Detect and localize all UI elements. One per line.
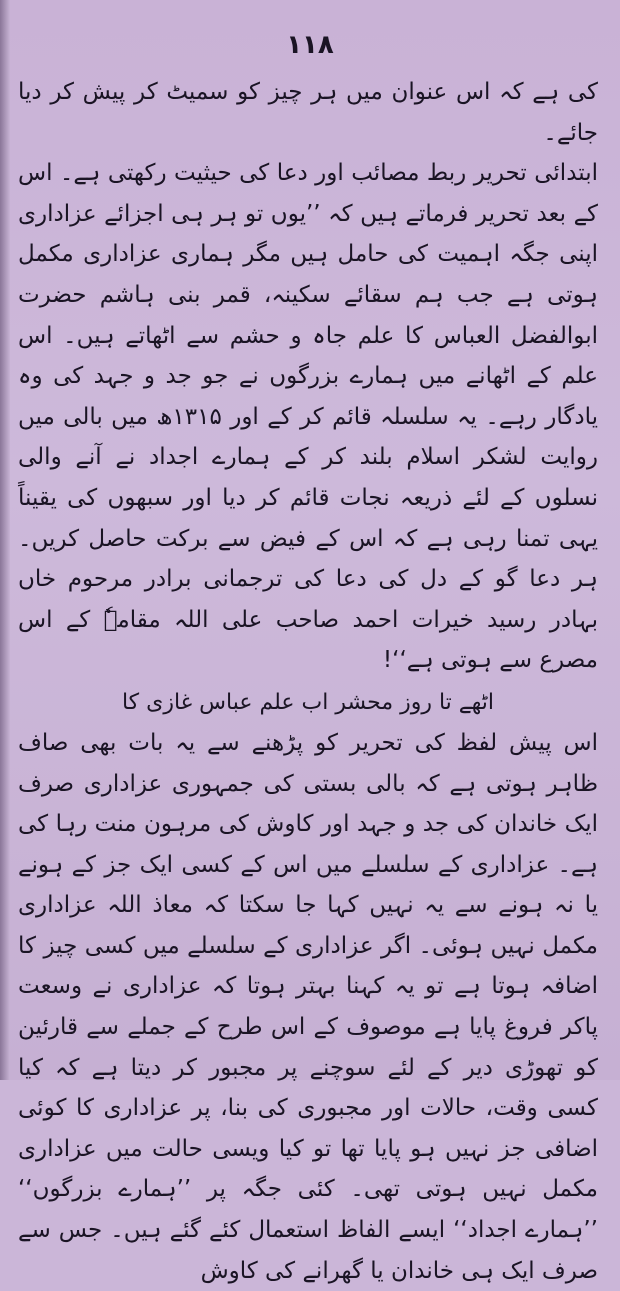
- verse-line: اٹھے تا روز محشر اب علم عباس غازی کا: [121, 689, 495, 715]
- paragraph: کی ہے کہ اس عنوان میں ہر چیز کو سمیٹ کر پیش کر دیا جائے۔: [18, 79, 598, 146]
- page-body-text: [18, 72, 598, 1291]
- paragraph: اس پیش لفظ کی تحریر کو پڑھنے سے یہ بات بھی صاف ظاہر ہوتی ہے کہ بالی بستی کی جمہوری عزاداری صرف ایک خاندان کی جد و جہد اور کاوش کی مرہون منت رہا کی ہے۔ عزاداری کے سلسلے میں اس کے کسی ایک جز کے ہونے یا نہ ہونے سے یہ نہیں کہا جا سکتا کہ معاذ اللہ عزاداری مکمل نہیں ہوئی۔ اگر عزاداری کے سلسلے میں کسی چیز کا اضافہ ہوتا ہے تو یہ کہنا بہتر ہوتا کہ عزاداری نے وسعت پاکر فروغ پایا ہے موصوف کے اس طرح کے جملے سے قارئین کو تھوڑی دیر کے لئے سوچنے پر مجبور کر دیتا ہے کہ کیا کسی وقت، حالات اور مجبوری کی بنا، پر عزاداری کا کوئی اضافی جز نہیں ہو پایا تھا تو کیا ویسی حالت میں عزاداری مکمل نہیں ہوتی تھی۔ کئی جگہ پر ’’ہمارے بزرگوں‘‘ ’’ہمارے اجداد‘‘ ایسے الفاظ استعمال کئے گئے ہیں۔ جس سے صرف ایک ہی خاندان یا گھرانے کی کاوش: [18, 729, 598, 1284]
- page-number: ۱۱۸: [286, 30, 334, 60]
- paragraph: ابتدائی تحریر ربط مصائب اور دعا کی حیثیت رکھتی ہے۔ اس کے بعد تحریر فرماتے ہیں کہ ’’یوں تو ہر ہی اجزائے عزاداری اپنی جگہ اہمیت کی حامل ہیں مگر ہماری عزاداری مکمل ہوتی ہے جب ہم سقائے سکینہ، قمر بنی ہاشم حضرت ابوالفضل العباس کا علم جاہ و حشم سے اٹھاتے ہیں۔ اس علم کے اٹھانے میں ہمارے بزرگوں نے جو جد و جہد کی وہ یادگار رہے۔ یہ سلسلہ قائم کر کے اور ۱۳۱۵ھ میں بالی میں روایت لشکر اسلام بلند کر کے ہمارے اجداد نے آنے والی نسلوں کے لئے ذریعہ نجات قائم کر دیا اور سبھوں کی یقیناً یہی تمنا رہی ہے کہ اس کے فیض سے برکت حاصل کریں۔ ہر دعا گو کے دل کی دعا کی ترجمانی برادر مرحوم خاں بہادر رسید خیرات احمد صاحب علی اللہ مقامہٗ کے اس مصرع سے ہوتی ہے‘‘!: [18, 160, 599, 674]
- page-spine-shadow: [0, 0, 10, 1080]
